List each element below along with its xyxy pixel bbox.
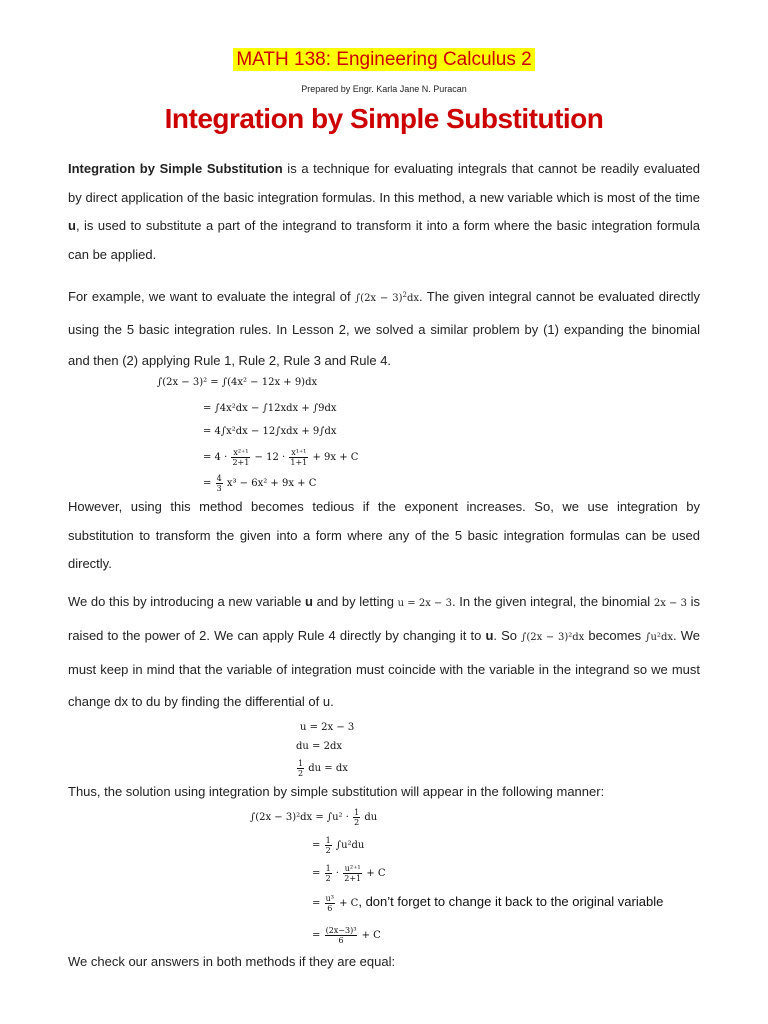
p4-t4: is raised to the power of 2. We can apply Rule 4 directly by changing it to — [68, 594, 701, 643]
diff-line3 — [296, 759, 348, 778]
p4-t2: and by letting — [312, 594, 398, 609]
variable-u: u — [305, 594, 313, 609]
term-highlight: Integration by Simple Substitution — [68, 161, 283, 176]
course-title — [0, 48, 768, 72]
m2l1-b: du — [364, 812, 378, 823]
p4-t7: . We must keep in mind that the variable of integration must coincide with the variable in the integrand so we must change dx to du by finding the differential of u. — [68, 628, 700, 709]
fraction — [343, 864, 362, 883]
example-integral-base: ∫(2x − 3) — [354, 293, 403, 304]
p4-t6: becomes — [584, 628, 646, 643]
fraction-den: 2 — [354, 818, 360, 827]
fraction — [216, 474, 223, 493]
fraction-den: 2 — [325, 874, 331, 883]
integral-expr: ∫(2x − 3)²dx — [521, 632, 585, 643]
fraction-den: 2 — [325, 846, 331, 855]
m2l1-a: ∫(2x − 3)²dx = ∫u² · — [250, 812, 349, 823]
fraction — [231, 448, 250, 467]
fraction-den: 6 — [327, 904, 333, 913]
fraction-num: x¹⁺¹ — [291, 448, 307, 457]
m2l3-dot: · — [335, 868, 340, 879]
fraction — [325, 864, 332, 883]
fraction-num: 1 — [298, 759, 304, 768]
fraction-num: (2x−3)³ — [325, 926, 357, 935]
example-integral-dx: dx — [407, 293, 420, 304]
variable-u: u — [485, 628, 494, 643]
fraction-num: 1 — [354, 808, 360, 817]
diff-line2: du = 2dx — [296, 741, 342, 752]
method1-line1: ∫(2x − 3)² = ∫(4x² − 12x + 9)dx — [157, 377, 318, 388]
example-integral — [355, 293, 419, 304]
intro-text-a: is a technique for evaluating integrals that cannot be readily evaluated by direct application of the basic integration formulas. In this method, a new variable which is most of the time — [68, 161, 700, 205]
intro-text-b: , is used to substitute a part of the integrand to transform it into a form where the basic integration formula can be applied. — [68, 218, 700, 262]
fraction — [325, 894, 335, 913]
paragraph-intro — [68, 155, 700, 269]
variable-u: u — [68, 218, 76, 233]
method1-line5 — [203, 474, 316, 493]
fraction-den: 2+1 — [232, 458, 250, 467]
fraction-den: 3 — [216, 484, 222, 493]
fraction-num: 1 — [325, 864, 331, 873]
m1l4-c: + 9x + C — [312, 452, 359, 463]
method2-line1 — [250, 808, 377, 827]
m1l4-b: − 12 · — [254, 452, 286, 463]
fraction — [297, 759, 304, 778]
fraction — [353, 808, 360, 827]
method2-line4 — [312, 894, 663, 913]
method2-line2 — [312, 836, 364, 855]
p4-t3: . In the given integral, the binomial — [452, 594, 654, 609]
m1l5-b: x³ − 6x² + 9x + C — [226, 478, 317, 489]
paragraph-check: We check our answers in both methods if they are equal: — [68, 954, 396, 969]
method1-line4 — [203, 448, 358, 467]
m2l3-b: + C — [366, 868, 386, 879]
fraction-num: u²⁺¹ — [344, 864, 361, 873]
method1-line2: = ∫4x²dx − ∫12xdx + ∫9dx — [203, 403, 337, 414]
paragraph-thus: Thus, the solution using integration by simple substitution will appear in the following manner: — [68, 784, 605, 799]
method1-line3: = 4∫x²dx − 12∫xdx + 9∫dx — [203, 426, 337, 437]
u-integral-expr: ∫u²dx — [645, 632, 673, 643]
fraction — [325, 836, 332, 855]
diff-l3-b: du = dx — [308, 763, 348, 774]
fraction — [325, 926, 358, 945]
example-integral-exp: 2 — [402, 291, 407, 299]
m2l4-b: + C — [339, 898, 359, 909]
note-change-back: , don’t forget to change it back to the original variable — [358, 894, 664, 909]
course-title-text: MATH 138: Engineering Calculus 2 — [233, 48, 534, 71]
fraction-num: 4 — [216, 474, 222, 483]
fraction-num: 1 — [325, 836, 331, 845]
fraction — [289, 448, 308, 467]
m2l2-a: = — [312, 840, 321, 851]
prepared-by: Prepared by Engr. Karla Jane N. Puracan — [301, 84, 467, 94]
fraction-den: 6 — [338, 936, 344, 945]
m2l5-b: + C — [361, 930, 381, 941]
fraction-den: 2+1 — [344, 874, 362, 883]
m2l2-b: ∫u²du — [335, 840, 365, 851]
diff-line1: u = 2x − 3 — [300, 722, 355, 733]
fraction-num: x²⁺¹ — [233, 448, 249, 457]
method2-line3 — [312, 864, 386, 883]
example-text-b: . The given integral cannot be evaluated directly using the 5 basic integration rules. In Lesson 2, we solved a similar problem by (1) expanding the binomial and then (2) applying Rule 1, Rule 2, Rule 3 and Rule 4. — [68, 289, 700, 368]
fraction-den: 2 — [298, 769, 304, 778]
m1l5-a: = — [203, 478, 212, 489]
binomial-expr: 2x − 3 — [653, 598, 687, 609]
m2l3-a: = — [312, 868, 321, 879]
paragraph-example — [68, 280, 700, 376]
fraction-den: 1+1 — [290, 458, 308, 467]
example-text-a: For example, we want to evaluate the integral of — [68, 289, 355, 304]
m1l4-a: = 4 · — [203, 452, 228, 463]
m2l4-a: = — [312, 898, 321, 909]
substitution-expr: u = 2x − 3 — [397, 598, 453, 609]
paragraph-introduce-u — [68, 586, 700, 718]
p4-t1: We do this by introducing a new variable — [68, 594, 305, 609]
fraction-num: u³ — [325, 894, 334, 903]
m2l5-a: = — [312, 930, 321, 941]
paragraph-tedious: However, using this method becomes tedious if the exponent increases. So, we use integration by substitution to transform the given into a form where any of the 5 basic integration formulas can be used directly. — [68, 499, 700, 571]
method2-line5 — [312, 926, 381, 945]
page-title: Integration by Simple Substitution — [164, 103, 604, 134]
p4-t5: . So — [493, 628, 522, 643]
